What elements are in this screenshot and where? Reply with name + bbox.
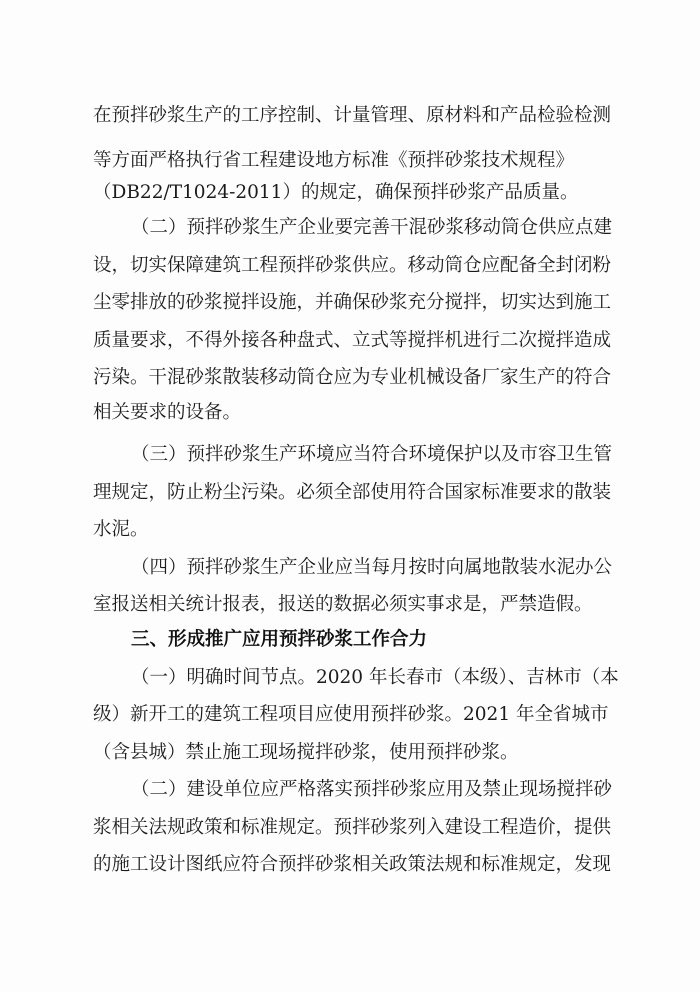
text-line: 等方面严格执行省工程建设地方标准《预拌砂浆技术规程》 [93,150,575,171]
text-line: 在预拌砂浆生产的工序控制、计量管理、原材料和产品检验检测 [93,105,612,126]
text-line: 浆相关法规政策和标准规定。预拌砂浆列入建设工程造价，提供 [93,817,612,838]
text-line: 理规定，防止粉尘污染。必须全部使用符合国家标准要求的散装 [93,482,612,503]
text-line: 污染。干混砂浆散装移动筒仓应为专业机械设备厂家生产的符合 [93,367,612,388]
text-line: 质量要求，不得外接各种盘式、立式等搅拌机进行二次搅拌造成 [93,330,612,351]
text-line: 相关要求的设备。 [93,402,242,423]
paragraph-start: （一）明确时间节点。2020 年长春市（本级）、吉林市（本 [131,667,619,688]
text-line: 室报送相关统计报表，报送的数据必须实事求是，严禁造假。 [93,594,593,615]
paragraph-start: （二）建设单位应严格落实预拌砂浆应用及禁止现场搅拌砂 [131,779,613,800]
text-line: （DB22/T1024-2011）的规定，确保预拌砂浆产品质量。 [93,182,579,203]
text-line: 水泥。 [93,519,149,540]
paragraph-start: （三）预拌砂浆生产环境应当符合环境保护以及市容卫生管 [131,444,613,465]
text-line: 的施工设计图纸应符合预拌砂浆相关政策法规和标准规定，发现 [93,854,612,875]
text-line: 设，切实保障建筑工程预拌砂浆供应。移动筒仓应配备全封闭粉 [93,255,612,276]
section-heading: 三、形成推广应用预拌砂浆工作合力 [131,629,428,650]
text-line: 尘零排放的砂浆搅拌设施，并确保砂浆充分搅拌，切实达到施工 [93,292,612,313]
paragraph-start: （四）预拌砂浆生产企业应当每月按时向属地散装水泥办公 [131,557,613,578]
paragraph-start: （二）预拌砂浆生产企业要完善干混砂浆移动筒仓供应点建 [131,217,613,238]
text-line: （含县城）禁止施工现场搅拌砂浆，使用预拌砂浆。 [93,742,519,763]
text-line: 级）新开工的建筑工程项目应使用预拌砂浆。2021 年全省城市 [93,704,609,725]
